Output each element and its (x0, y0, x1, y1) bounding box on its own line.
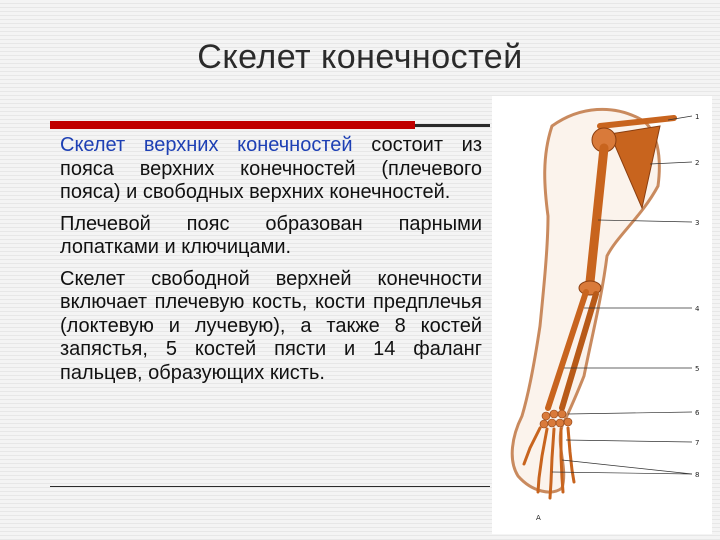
arm-skeleton-figure (492, 96, 712, 534)
label-7: 7 (695, 439, 700, 447)
highlighted-term: Скелет верхних конечностей (60, 134, 353, 156)
arm-skeleton-illustration (492, 96, 712, 534)
label-5: 5 (695, 365, 700, 373)
label-3: 3 (695, 219, 700, 227)
slide-body (60, 134, 482, 385)
title-accent-bar (50, 121, 415, 129)
label-1: 1 (695, 113, 700, 121)
bottom-divider (50, 486, 490, 487)
paragraph-free-limb: Скелет свободной верхней конечности включает плечевую кость, кости предплечья (локтевую и лучевую), а также 8 костей запястья, 5 костей пясти и 14 фаланг пальцев, образующих кисть. (60, 267, 482, 384)
slide-title: Скелет конечностей (197, 38, 523, 76)
label-2: 2 (695, 159, 700, 167)
label-8: 8 (695, 471, 700, 479)
paragraph-upper-limb (60, 134, 482, 205)
paragraph-upper-limb-text: состоит из пояса верхних конечностей (плечевого пояса) и свободных верхних конечностей. (60, 134, 482, 203)
label-6: 6 (695, 409, 700, 417)
figure-caption: А (536, 514, 541, 522)
label-4: 4 (695, 305, 700, 313)
paragraph-shoulder-girdle: Плечевой пояс образован парными лопатками и ключицами. (60, 212, 482, 258)
